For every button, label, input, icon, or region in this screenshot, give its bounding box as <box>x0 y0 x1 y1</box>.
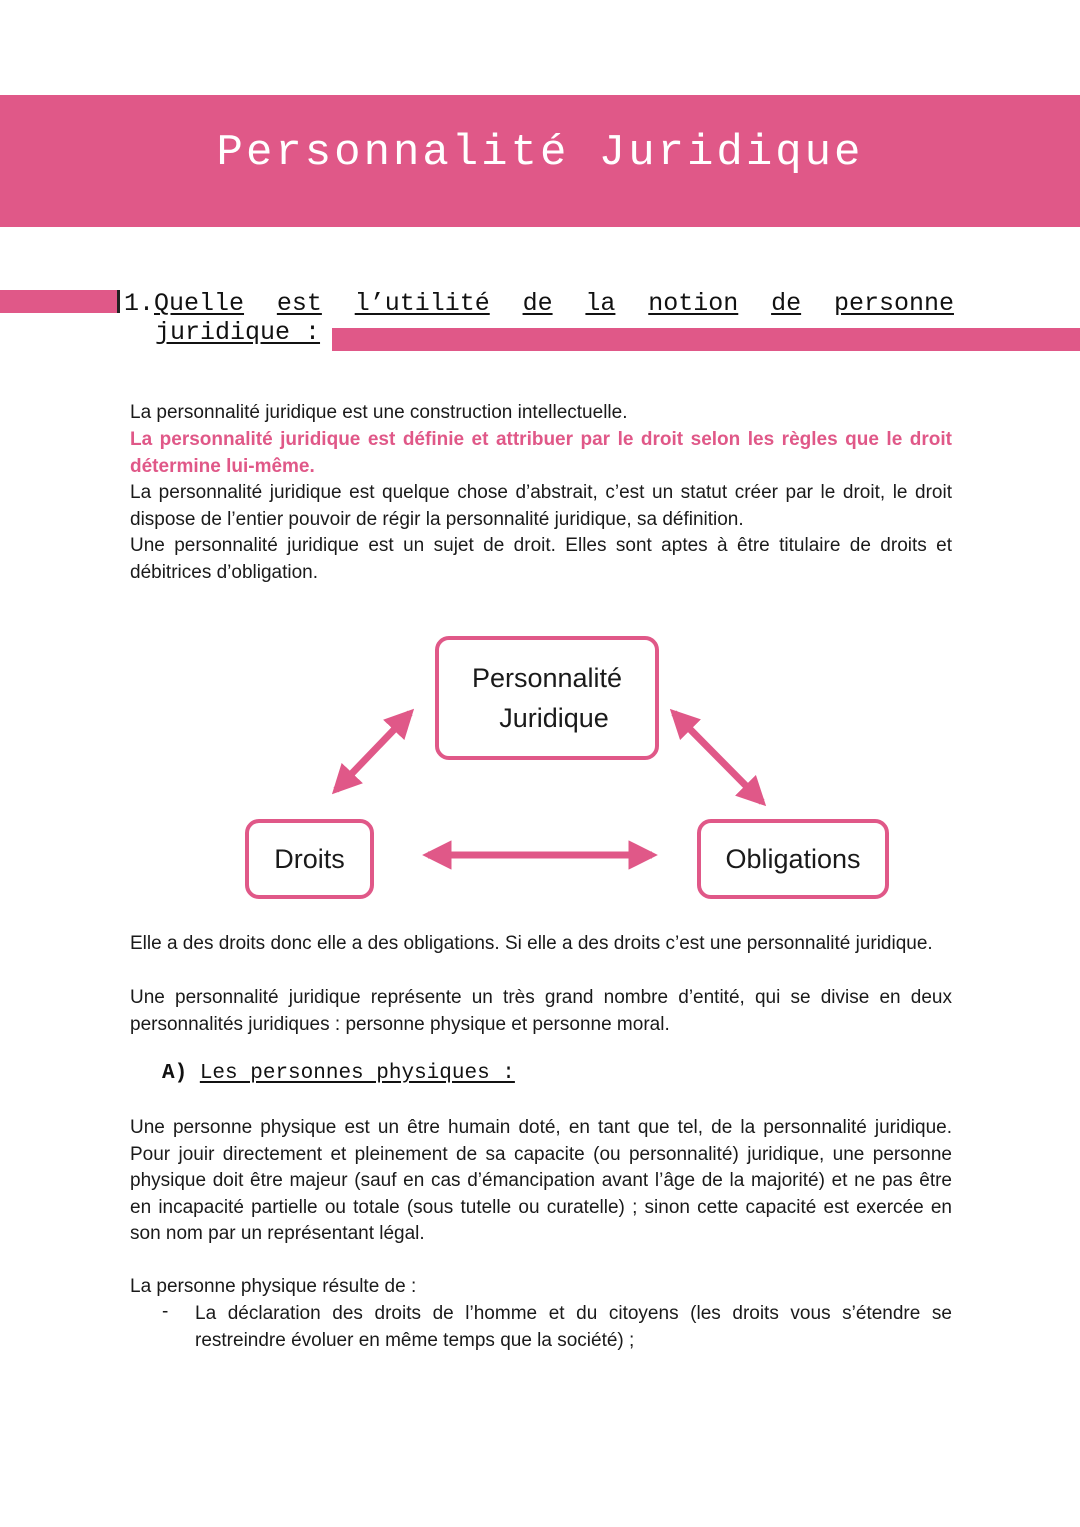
heading-word: personne <box>833 289 954 318</box>
heading-word: de <box>522 289 553 318</box>
node-label: Droits <box>274 844 345 874</box>
node-line-1: Personnalité <box>471 663 623 693</box>
node-obligations <box>697 819 889 899</box>
heading-word: est <box>276 289 322 318</box>
heading-word: notion <box>648 289 739 318</box>
section-a-paragraph-1: Une personne physique est un être humain doté, en tant que tel, de la personnalité juridique. Pour jouir directement et pleinement de sa capacite (ou personnalité) juridique, une personne physique doit être majeur (sauf en cas d’émancipation avant l’âge de la majorité) et ne pas être en incapacité partielle ou totale (sous tutelle ou curatelle) ; sinon cette capacité est exercée en son nom par un représentant légal. <box>130 1117 952 1244</box>
intro-paragraph-1: La personnalité juridique est une construction intellectuelle. <box>130 402 628 423</box>
heading-accent-bar-left <box>0 290 117 313</box>
heading-word: la <box>585 289 616 318</box>
heading-word: de <box>771 289 802 318</box>
heading-word: l’utilité <box>354 289 490 318</box>
section-a-paragraph-2: La personne physique résulte de : <box>130 1276 417 1297</box>
node-line-2: Juridique <box>499 703 609 733</box>
list-item: La déclaration des droits de l’homme et du citoyens (les droits vous s’étendre se restreindre évoluer en même temps que la société) ; <box>195 1303 952 1351</box>
arrow-droits-personnalite <box>336 713 410 790</box>
node-personnalite-juridique <box>435 636 659 760</box>
intro-highlight: La personnalité juridique est définie et attribuer par le droit selon les règles que le droit détermine lui-même. <box>130 429 952 477</box>
section-a-title: Les personnes physiques : <box>199 1062 515 1085</box>
heading-word: Quelle <box>154 289 245 318</box>
heading-divider <box>117 290 120 313</box>
section-a-prefix: A) <box>162 1062 188 1085</box>
section-number: 1. <box>124 289 155 318</box>
heading-accent-bar-right <box>332 328 1080 351</box>
node-droits <box>245 819 374 899</box>
body-paragraph-1: Elle a des droits donc elle a des obligations. Si elle a des droits c’est une personnalité juridique. <box>130 933 933 954</box>
page-title: Personnalité Juridique <box>216 128 864 178</box>
heading-line-2: juridique : <box>155 318 321 347</box>
body-paragraph-2: Une personnalité juridique représente un très grand nombre d’entité, qui se divise en deux personnalités juridiques : personne physique et personne moral. <box>130 987 952 1035</box>
section-1-heading <box>124 289 954 347</box>
section-a-heading <box>162 1062 515 1085</box>
arrow-personnalite-obligations <box>674 713 762 802</box>
list-bullet: - <box>162 1301 169 1322</box>
intro-paragraph-3: La personnalité juridique est quelque chose d’abstrait, c’est un statut créer par le droit, le droit dispose de l’entier pouvoir de régir la personnalité juridique, sa définition. <box>130 482 952 530</box>
intro-paragraph-4: Une personnalité juridique est un sujet de droit. Elles sont aptes à être titulaire de droits et débitrices d’obligation. <box>130 535 952 583</box>
node-label: Obligations <box>725 844 861 874</box>
